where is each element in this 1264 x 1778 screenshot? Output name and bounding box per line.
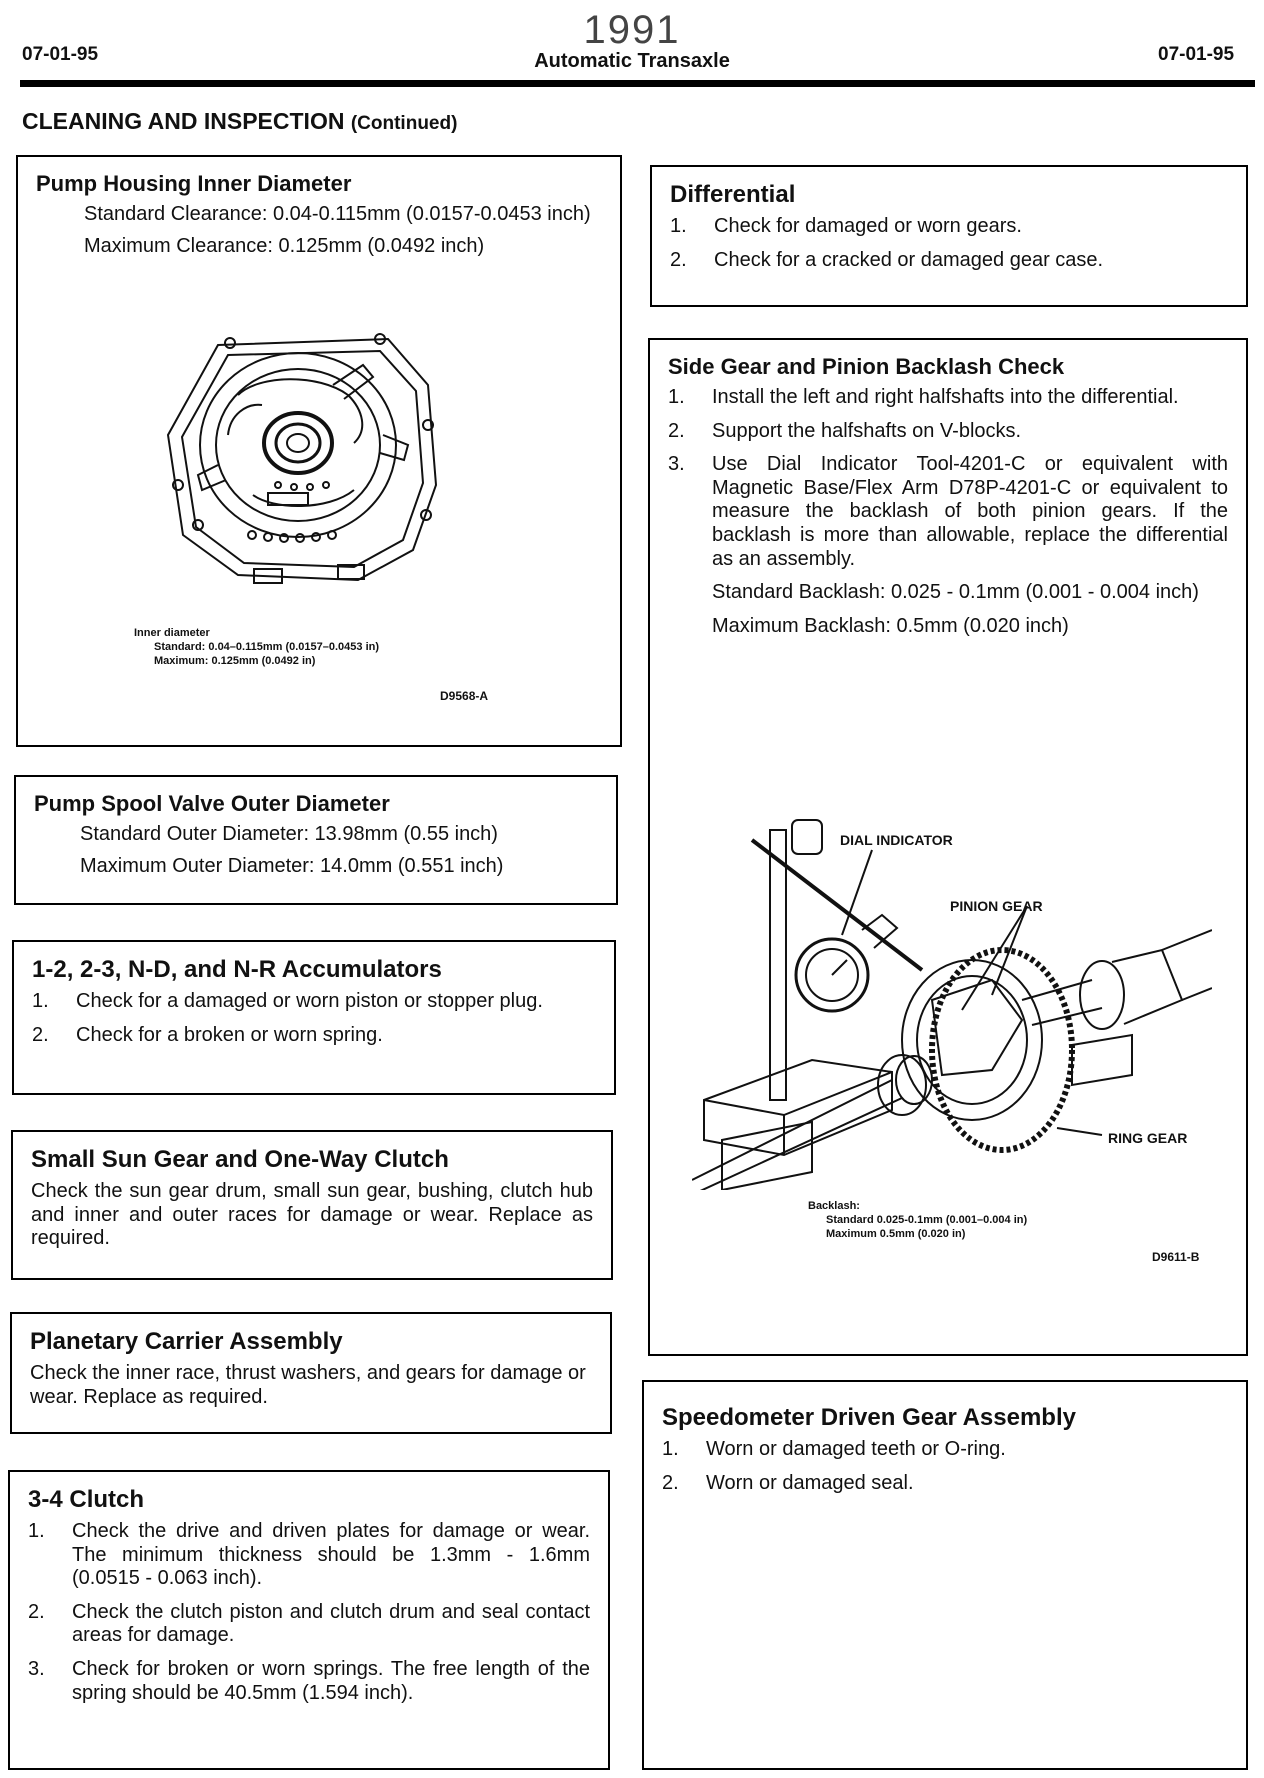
backlash-figure-id: D9611-B xyxy=(1152,1250,1200,1264)
backlash-list xyxy=(668,386,1228,571)
planetary-title: Planetary Carrier Assembly xyxy=(30,1328,343,1355)
clutch34-title: 3-4 Clutch xyxy=(28,1486,145,1513)
sun-gear-box xyxy=(11,1130,613,1280)
speedometer-list xyxy=(662,1438,1228,1495)
header-date-left: 07-01-95 xyxy=(22,44,99,65)
planetary-text: Check the inner race, thrust washers, and gears for damage or wear. Replace as required. xyxy=(30,1362,586,1408)
differential-box xyxy=(650,165,1248,307)
header-date-right: 07-01-95 xyxy=(1158,44,1235,65)
list-item: 2. Check the clutch piston and clutch drum and seal contact areas for damage. xyxy=(28,1600,590,1647)
spool-valve-maximum: Maximum Outer Diameter: 14.0mm (0.551 inch) xyxy=(80,854,504,877)
list-item: 3. Use Dial Indicator Tool-4201-C or equivalent with Magnetic Base/Flex Arm D78P-4201-C or equivalent to measure the backlash of both pinion gears. If the backlash is more than allowable, replace the differential as an assembly. xyxy=(668,453,1228,570)
list-item: 1. Worn or damaged teeth or O-ring. xyxy=(662,1438,1006,1460)
pump-housing-maximum: Maximum Clearance: 0.125mm (0.0492 inch) xyxy=(84,234,485,257)
list-item: 1. Check for a damaged or worn piston or stopper plug. xyxy=(32,990,543,1012)
list-item: 2. Check for a cracked or damaged gear case. xyxy=(670,248,1104,271)
pump-housing-title: Pump Housing Inner Diameter xyxy=(36,171,352,196)
list-item: 1. Install the left and right halfshafts into the differential. xyxy=(668,386,1179,408)
header-title: Automatic Transaxle xyxy=(534,50,730,72)
accumulators-list xyxy=(32,990,596,1047)
backlash-box xyxy=(648,338,1248,1356)
backlash-title: Side Gear and Pinion Backlash Check xyxy=(668,354,1065,379)
pinion-gear-label: PINION GEAR xyxy=(950,898,1043,914)
dial-indicator-label: DIAL INDICATOR xyxy=(840,832,953,848)
pump-housing-box xyxy=(16,155,622,747)
list-item: 2. Support the halfshafts on V-blocks. xyxy=(668,419,1022,442)
list-item: 3. Check for broken or worn springs. The free length of the spring should be 40.5mm (1.594 inch). xyxy=(28,1657,590,1704)
speedometer-box xyxy=(642,1380,1248,1770)
differential-list xyxy=(670,215,1228,272)
accumulators-box xyxy=(12,940,616,1095)
list-item: 1. Check the drive and driven plates for damage or wear. The minimum thickness should be 1.3mm - 1.6mm (0.0515 - 0.063 inch). xyxy=(28,1520,590,1590)
clutch34-box xyxy=(8,1470,610,1770)
list-item: 2. Check for a broken or worn spring. xyxy=(32,1023,383,1046)
header-rule xyxy=(20,80,1255,87)
ring-gear-label: RING GEAR xyxy=(1108,1130,1188,1146)
list-item: 2. Worn or damaged seal. xyxy=(662,1471,914,1494)
pump-housing-figure-notes: Inner diameter Standard: 0.04–0.115mm (0.0157–0.0453 in) Maximum: 0.125mm (0.0492 in) xyxy=(134,627,380,667)
spool-valve-title: Pump Spool Valve Outer Diameter xyxy=(34,791,390,816)
speedometer-title: Speedometer Driven Gear Assembly xyxy=(662,1404,1076,1431)
backlash-maximum: Maximum Backlash: 0.5mm (0.020 inch) xyxy=(712,614,1069,637)
backlash-figure-notes: Backlash: Standard 0.025-0.1mm (0.001–0.004 in) Maximum 0.5mm (0.020 in) xyxy=(808,1200,1028,1240)
accumulators-title: 1-2, 2-3, N-D, and N-R Accumulators xyxy=(32,956,442,983)
pump-housing-standard: Standard Clearance: 0.04-0.115mm (0.0157-0.0453 inch) xyxy=(84,203,591,225)
spool-valve-box xyxy=(14,775,618,905)
sun-gear-title: Small Sun Gear and One-Way Clutch xyxy=(31,1146,449,1173)
pump-housing-illustration xyxy=(158,325,448,593)
sun-gear-text: Check the sun gear drum, small sun gear, bushing, clutch hub and inner and outer races for damage or wear. Replace as required. xyxy=(31,1180,593,1250)
differential-title: Differential xyxy=(670,181,796,208)
clutch34-list xyxy=(28,1520,590,1705)
planetary-box xyxy=(10,1312,612,1434)
header-year: 1991 xyxy=(583,8,681,52)
section-title: CLEANING AND INSPECTION (Continued) xyxy=(22,108,458,134)
list-item: 1. Check for damaged or worn gears. xyxy=(670,215,1022,237)
spool-valve-standard: Standard Outer Diameter: 13.98mm (0.55 inch) xyxy=(80,823,498,845)
pump-housing-figure-id: D9568-A xyxy=(440,689,489,703)
backlash-standard: Standard Backlash: 0.025 - 0.1mm (0.001 - 0.004 inch) xyxy=(712,581,1199,604)
